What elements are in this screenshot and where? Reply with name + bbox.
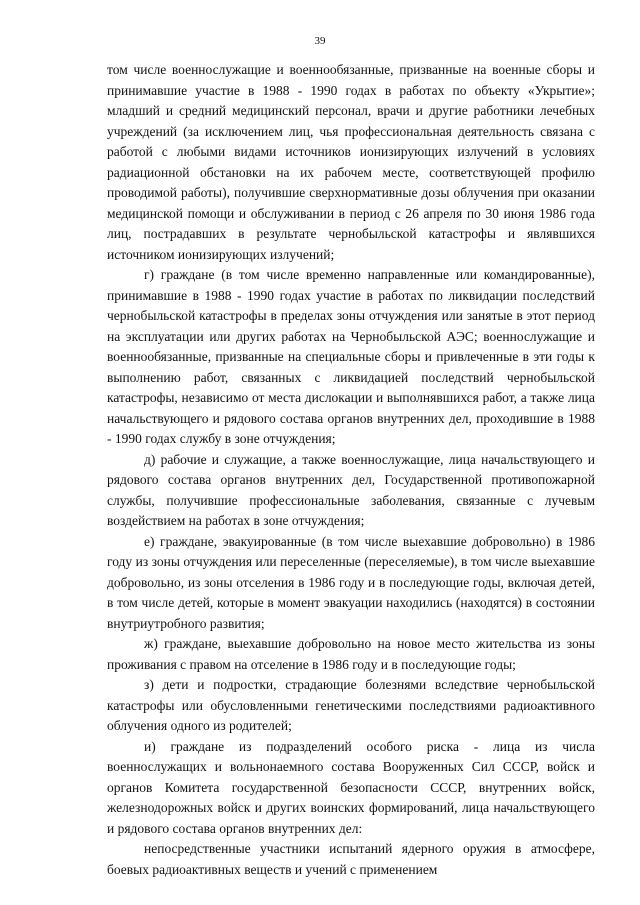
- paragraph-item-zh: ж) граждане, выехавшие добровольно на новое место жительства из зоны проживания с правом на отселение в 1986 году и в последующие годы;: [107, 636, 595, 672]
- paragraph-item-g: г) граждане (в том числе временно направленные или командированные), принимавшие в 1988 - 1990 годах участие в работах по ликвидации последствий чернобыльской катастрофы в пределах зоны отчуждения или занятые в этот период на эксплуатации или других работах на Чернобыльской АЭС; военнослужащие и военнообязанные, призванные на специальные сборы и привлеченные в эти годы к выполнению работ, связанных с ликвидацией последствий чернобыльской катастрофы, независимо от места дислокации и выполнявшихся работ, а также лица начальствующего и рядового состава органов внутренних дел, проходившие в 1988 - 1990 годах службу в зоне отчуждения;: [107, 267, 595, 446]
- document-body: [107, 60, 595, 880]
- paragraph-item-i: и) граждане из подразделений особого риска - лица из числа военнослужащих и вольнонаемного состава Вооруженных Сил СССР, войск и органов Комитета государственной безопасности СССР, внутренних войск, железнодорожных войск и других воинских формирований, лица начальствующего и рядового состава органов внутренних дел:: [107, 738, 595, 836]
- paragraph-item-e: е) граждане, эвакуированные (в том числе выехавшие добровольно) в 1986 году из зоны отчуждения или переселенные (переселяемые), в том числе выехавшие добровольно, из зоны отселения в 1986 году и в последующие годы, включая детей, в том числе детей, которые в момент эвакуации находились (находятся) в состоянии внутриутробного развития;: [107, 533, 595, 631]
- paragraph-item-d: д) рабочие и служащие, а также военнослужащие, лица начальствующего и рядового состава органов внутренних дел, Государственной противопожарной службы, получившие профессиональные заболевания, связанные с лучевым воздействием на работах в зоне отчуждения;: [107, 451, 595, 528]
- paragraph-continuation: том числе военнослужащие и военнообязанные, призванные на военные сборы и принимавшие участие в 1988 - 1990 годах в работах по объекту «Укрытие»; младший и средний медицинский персонал, врачи и другие работники лечебных учреждений (за исключением лиц, чья профессиональная деятельность связана с работой с любыми видами источников ионизирующих излучений в условиях радиационной обстановки на их рабочем месте, соответствующей профилю проводимой работы), получившие сверхнормативные дозы облучения при оказании медицинской помощи и обслуживании в период с 26 апреля по 30 июня 1986 года лиц, пострадавших в результате чернобыльской катастрофы и являвшихся источником ионизирующих излучений;: [107, 62, 595, 262]
- page-number: 39: [314, 35, 326, 47]
- paragraph-item-z: з) дети и подростки, страдающие болезнями вследствие чернобыльской катастрофы или обусловленными генетическими последствиями радиоактивного облучения одного из родителей;: [107, 677, 595, 733]
- paragraph-subitem: непосредственные участники испытаний ядерного оружия в атмосфере, боевых радиоактивных веществ и учений с применением: [107, 841, 595, 877]
